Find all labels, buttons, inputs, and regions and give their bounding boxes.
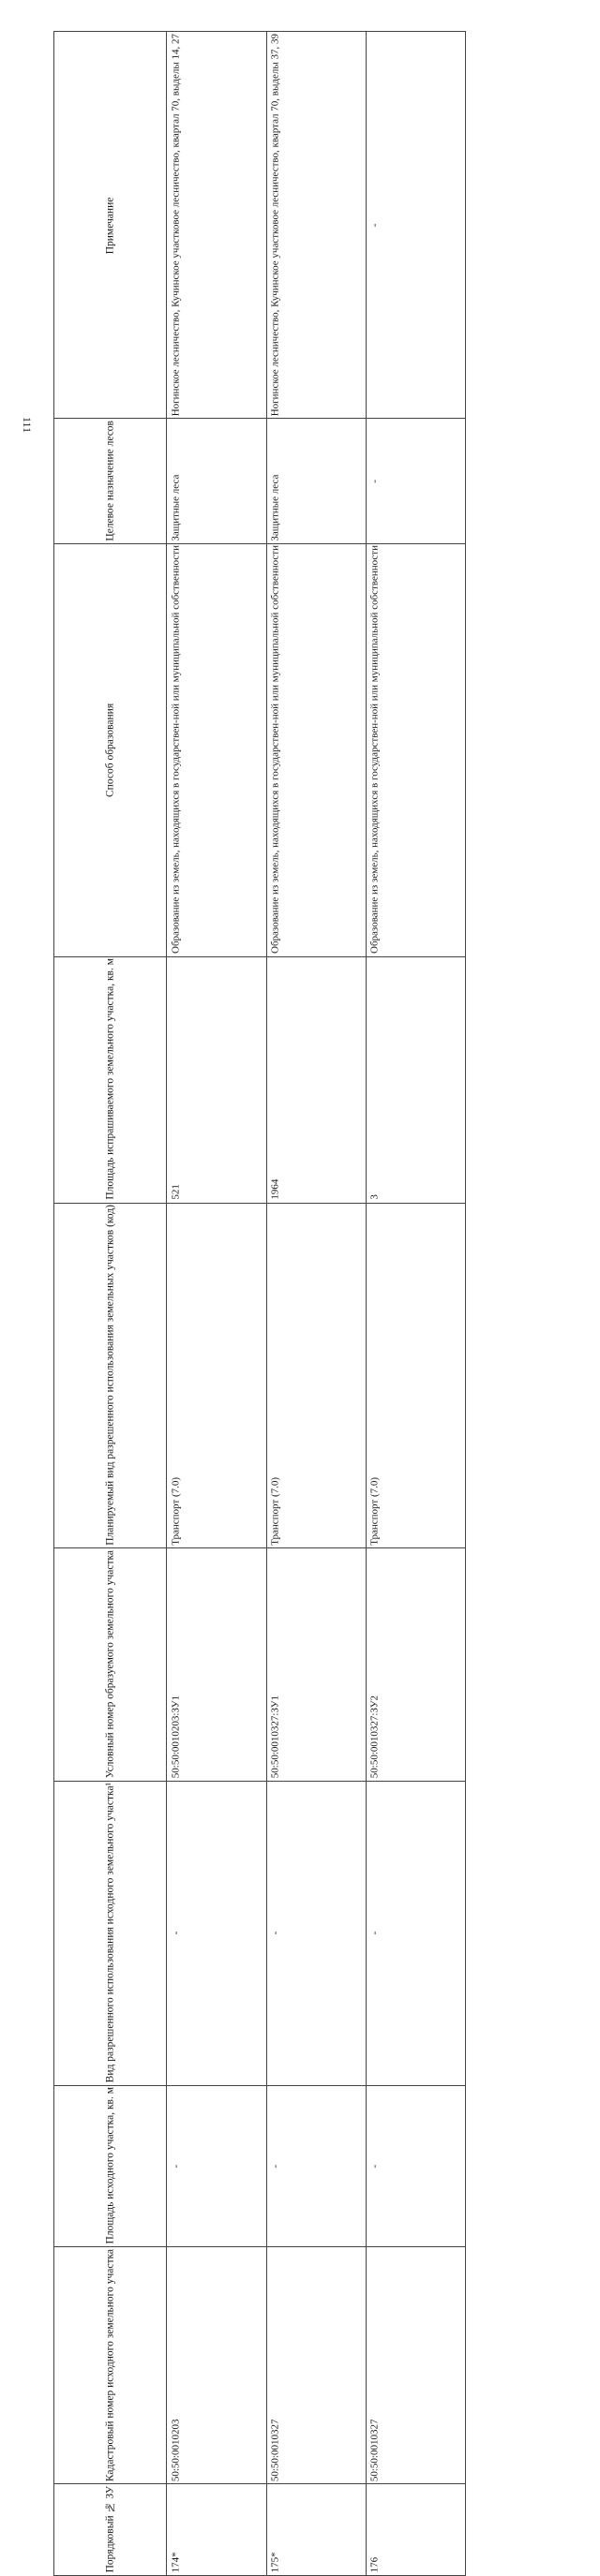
cell-source-vri: - xyxy=(266,1781,366,2085)
land-plots-table xyxy=(53,31,466,2576)
header-note: Примечание xyxy=(54,32,167,419)
header-requested-area: Площадь испрашиваемого земельного участка, кв. м xyxy=(54,956,167,1203)
cell-planned-vri: Транспорт (7.0) xyxy=(266,1203,366,1548)
cell-forest-purpose: Защитные леса xyxy=(266,419,366,544)
cell-planned-vri: Транспорт (7.0) xyxy=(366,1203,465,1548)
table-row xyxy=(54,543,466,956)
cell-forest-purpose: - xyxy=(366,419,465,544)
header-conditional-number: Условный номер образуемого земельного участка xyxy=(54,1548,167,1781)
table-row xyxy=(54,2085,466,2246)
cell-note: Ногинское лесничество, Кучинское участковое лесничество, квартал 70, выделы 37, 39 xyxy=(266,32,366,419)
header-formation-method: Способ образования xyxy=(54,543,167,956)
cell-forest-purpose: Защитные леса xyxy=(167,419,266,544)
cell-conditional-number: 50:50:0010327:ЗУ2 xyxy=(366,1548,465,1781)
header-source-area: Площадь исходного участка, кв. м xyxy=(54,2085,167,2246)
table-row xyxy=(54,2484,466,2575)
cell-formation-method: Образование из земель, находящихся в государствен-ной или муниципальной собственности xyxy=(266,543,366,956)
cell-source-area: - xyxy=(366,2085,465,2246)
cell-requested-area: 1964 xyxy=(266,956,366,1203)
header-source-vri: Вид разрешенного использования исходного земельного участка¹ xyxy=(54,1781,167,2085)
cell-source-vri: - xyxy=(366,1781,465,2085)
table-row xyxy=(54,1781,466,2085)
cell-source-vri: - xyxy=(167,1781,266,2085)
cell-source-area: - xyxy=(266,2085,366,2246)
header-forest-purpose: Целевое назначение лесов xyxy=(54,419,167,544)
cell-cadastral-number: 50:50:0010327 xyxy=(266,2247,366,2484)
cell-requested-area: 3 xyxy=(366,956,465,1203)
table-row xyxy=(54,1548,466,1781)
header-planned-vri: Планируемый вид разрешенного использования земельных участков (код) xyxy=(54,1203,167,1548)
cell-conditional-number: 50:50:0010327:ЗУ1 xyxy=(266,1548,366,1781)
cell-cadastral-number: 50:50:0010203 xyxy=(167,2247,266,2484)
cell-num: 174* xyxy=(167,2484,266,2575)
rotated-table-wrapper xyxy=(53,31,466,2573)
cell-cadastral-number: 50:50:0010327 xyxy=(366,2247,465,2484)
cell-formation-method: Образование из земель, находящихся в государствен-ной или муниципальной собственности xyxy=(366,543,465,956)
table-row xyxy=(54,2247,466,2484)
cell-conditional-number: 50:50:0010203:ЗУ1 xyxy=(167,1548,266,1781)
cell-requested-area: 521 xyxy=(167,956,266,1203)
cell-formation-method: Образование из земель, находящихся в государствен-ной или муниципальной собственности xyxy=(167,543,266,956)
header-cadastral-number: Кадастровый номер исходного земельного участка xyxy=(54,2247,167,2484)
table-row xyxy=(54,956,466,1203)
cell-num: 175* xyxy=(266,2484,366,2575)
cell-note: - xyxy=(366,32,465,419)
cell-note: Ногинское лесничество, Кучинское участковое лесничество, квартал 70, выделы 14, 27 xyxy=(167,32,266,419)
cell-source-area: - xyxy=(167,2085,266,2246)
table-row xyxy=(54,419,466,544)
page-number: 111 xyxy=(21,417,34,434)
header-num: Порядковый № ЗУ xyxy=(54,2484,167,2575)
cell-num: 176 xyxy=(366,2484,465,2575)
table-row xyxy=(54,1203,466,1548)
cell-planned-vri: Транспорт (7.0) xyxy=(167,1203,266,1548)
table-row xyxy=(54,32,466,419)
